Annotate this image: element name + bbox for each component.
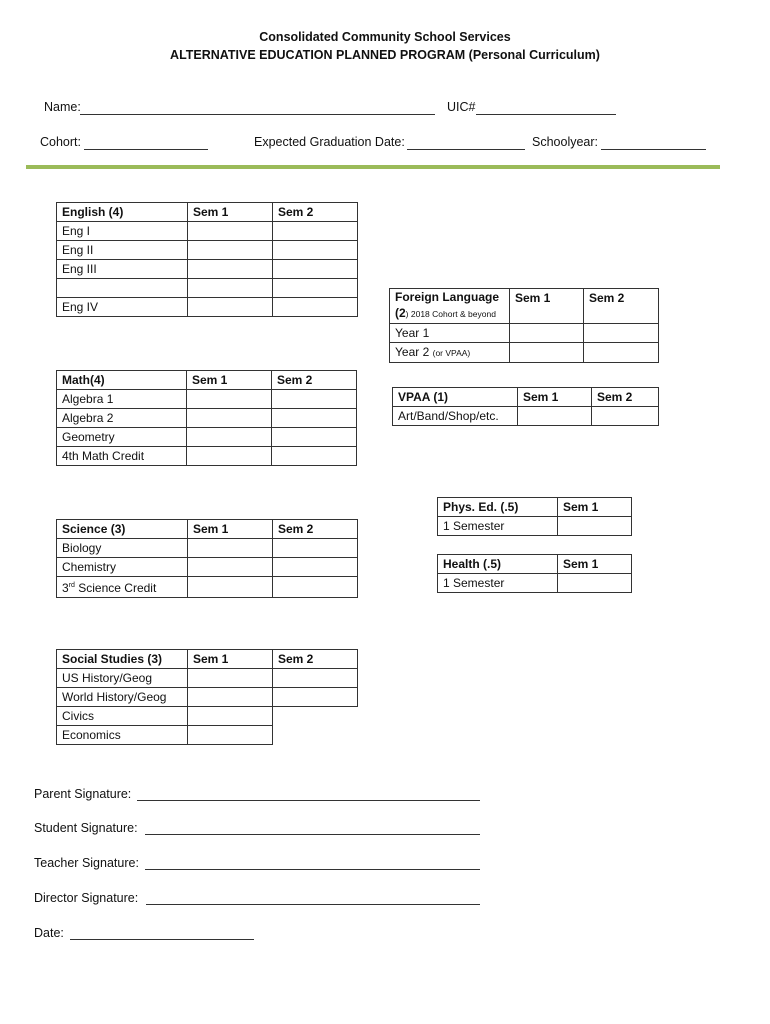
course-name xyxy=(57,577,188,598)
health-table xyxy=(437,554,632,593)
course-name: Civics xyxy=(57,707,188,726)
uic-field[interactable] xyxy=(476,114,616,115)
social-title: Social Studies (3) xyxy=(57,650,188,669)
schoolyear-field[interactable] xyxy=(601,149,706,150)
sem2-header: Sem 2 xyxy=(592,388,659,407)
sem2-cell[interactable] xyxy=(273,241,358,260)
course-name: Eng IV xyxy=(57,298,188,317)
year2-note: (or VPAA) xyxy=(432,348,471,358)
sem2-cell[interactable] xyxy=(273,688,358,707)
parent-signature-field[interactable] xyxy=(137,800,480,801)
course-name: Biology xyxy=(57,539,188,558)
sem1-cell[interactable] xyxy=(188,707,273,726)
teacher-signature-field[interactable] xyxy=(145,869,480,870)
parent-signature-label: Parent Signature: xyxy=(34,787,132,801)
sem1-header: Sem 1 xyxy=(188,520,273,539)
sem2-header: Sem 2 xyxy=(273,650,358,669)
sem1-cell[interactable] xyxy=(558,517,632,536)
vpaa-table xyxy=(392,387,659,426)
course-name: Eng I xyxy=(57,222,188,241)
course-name: 1 Semester xyxy=(438,574,558,593)
foreign-credit: (2 xyxy=(395,306,406,320)
health-title: Health (.5) xyxy=(438,555,558,574)
math-table xyxy=(56,370,357,466)
third-suffix: rd xyxy=(68,582,75,589)
divider-bar xyxy=(26,165,720,169)
sem1-cell[interactable] xyxy=(188,688,273,707)
date-field[interactable] xyxy=(70,939,254,940)
name-label: Name: xyxy=(44,100,81,114)
foreign-language-table xyxy=(389,288,659,363)
sem2-cell[interactable] xyxy=(272,447,357,466)
sem2-header: Sem 2 xyxy=(273,520,358,539)
sem1-cell[interactable] xyxy=(188,298,273,317)
sem2-header: Sem 2 xyxy=(272,371,357,390)
sem1-cell[interactable] xyxy=(187,409,272,428)
sem2-cell[interactable] xyxy=(272,390,357,409)
foreign-note: ) 2018 Cohort & beyond xyxy=(405,309,496,319)
sem1-header: Sem 1 xyxy=(558,555,632,574)
third-prefix: 3 xyxy=(62,581,69,595)
sem1-cell[interactable] xyxy=(188,539,273,558)
sem1-cell[interactable] xyxy=(518,407,592,426)
sem1-cell[interactable] xyxy=(188,558,273,577)
sem1-cell[interactable] xyxy=(187,447,272,466)
sem2-cell[interactable] xyxy=(272,409,357,428)
course-name xyxy=(57,279,188,298)
third-rest: Science Credit xyxy=(74,581,157,595)
sem1-cell[interactable] xyxy=(510,343,584,363)
course-name xyxy=(390,343,510,363)
sem2-cell[interactable] xyxy=(272,428,357,447)
course-name: World History/Geog xyxy=(57,688,188,707)
sem2-cell[interactable] xyxy=(273,539,358,558)
sem1-cell[interactable] xyxy=(558,574,632,593)
sem2-cell[interactable] xyxy=(592,407,659,426)
course-name: Geometry xyxy=(57,428,187,447)
sem2-cell[interactable] xyxy=(584,343,659,363)
foreign-title xyxy=(390,289,510,324)
schoolyear-label: Schoolyear: xyxy=(532,135,599,149)
sem1-cell[interactable] xyxy=(188,669,273,688)
cohort-field[interactable] xyxy=(84,149,208,150)
sem2-header: Sem 2 xyxy=(584,289,659,324)
grad-date-field[interactable] xyxy=(407,149,525,150)
sem2-cell[interactable] xyxy=(273,298,358,317)
sem2-cell[interactable] xyxy=(273,222,358,241)
course-name: US History/Geog xyxy=(57,669,188,688)
social-studies-table xyxy=(56,649,358,745)
org-name: Consolidated Community School Services xyxy=(259,30,511,44)
uic-label: UIC# xyxy=(447,100,476,114)
year2-label: Year 2 xyxy=(395,345,430,359)
math-title: Math(4) xyxy=(57,371,187,390)
student-signature-label: Student Signature: xyxy=(34,821,138,835)
course-name: Algebra 1 xyxy=(57,390,187,409)
course-name: Eng II xyxy=(57,241,188,260)
course-name: Economics xyxy=(57,726,188,745)
english-table xyxy=(56,202,358,317)
sem1-cell[interactable] xyxy=(188,222,273,241)
sem1-cell[interactable] xyxy=(510,324,584,343)
director-signature-label: Director Signature: xyxy=(34,891,139,905)
form-title: ALTERNATIVE EDUCATION PLANNED PROGRAM (Personal Curriculum) xyxy=(170,48,600,62)
sem1-cell[interactable] xyxy=(187,390,272,409)
sem2-header: Sem 2 xyxy=(273,203,358,222)
sem1-cell[interactable] xyxy=(188,577,273,598)
sem1-cell[interactable] xyxy=(188,726,273,745)
grad-date-label: Expected Graduation Date: xyxy=(254,135,405,149)
phys-title: Phys. Ed. (.5) xyxy=(438,498,558,517)
sem1-cell[interactable] xyxy=(188,241,273,260)
director-signature-field[interactable] xyxy=(146,904,480,905)
date-label: Date: xyxy=(34,926,64,940)
sem2-cell[interactable] xyxy=(273,558,358,577)
science-table xyxy=(56,519,358,598)
course-name: Eng III xyxy=(57,260,188,279)
course-name: 4th Math Credit xyxy=(57,447,187,466)
teacher-signature-label: Teacher Signature: xyxy=(34,856,139,870)
name-field[interactable] xyxy=(80,114,435,115)
course-name: Algebra 2 xyxy=(57,409,187,428)
english-title: English (4) xyxy=(57,203,188,222)
course-name: Art/Band/Shop/etc. xyxy=(393,407,518,426)
sem1-header: Sem 1 xyxy=(188,650,273,669)
sem1-header: Sem 1 xyxy=(510,289,584,324)
vpaa-title: VPAA (1) xyxy=(393,388,518,407)
course-name: Year 1 xyxy=(390,324,510,343)
course-name: 1 Semester xyxy=(438,517,558,536)
sem2-cell[interactable] xyxy=(273,577,358,598)
cohort-label: Cohort: xyxy=(40,135,81,149)
sem2-cell[interactable] xyxy=(584,324,659,343)
sem2-cell[interactable] xyxy=(273,279,358,298)
sem1-cell[interactable] xyxy=(187,428,272,447)
sem1-header: Sem 1 xyxy=(558,498,632,517)
sem1-header: Sem 1 xyxy=(187,371,272,390)
sem2-cell[interactable] xyxy=(273,260,358,279)
sem1-cell[interactable] xyxy=(188,260,273,279)
sem2-cell[interactable] xyxy=(273,669,358,688)
sem1-cell[interactable] xyxy=(188,279,273,298)
science-title: Science (3) xyxy=(57,520,188,539)
foreign-title-text: Foreign Language xyxy=(395,290,500,304)
course-name: Chemistry xyxy=(57,558,188,577)
student-signature-field[interactable] xyxy=(145,834,480,835)
sem1-header: Sem 1 xyxy=(188,203,273,222)
phys-ed-table xyxy=(437,497,632,536)
sem1-header: Sem 1 xyxy=(518,388,592,407)
